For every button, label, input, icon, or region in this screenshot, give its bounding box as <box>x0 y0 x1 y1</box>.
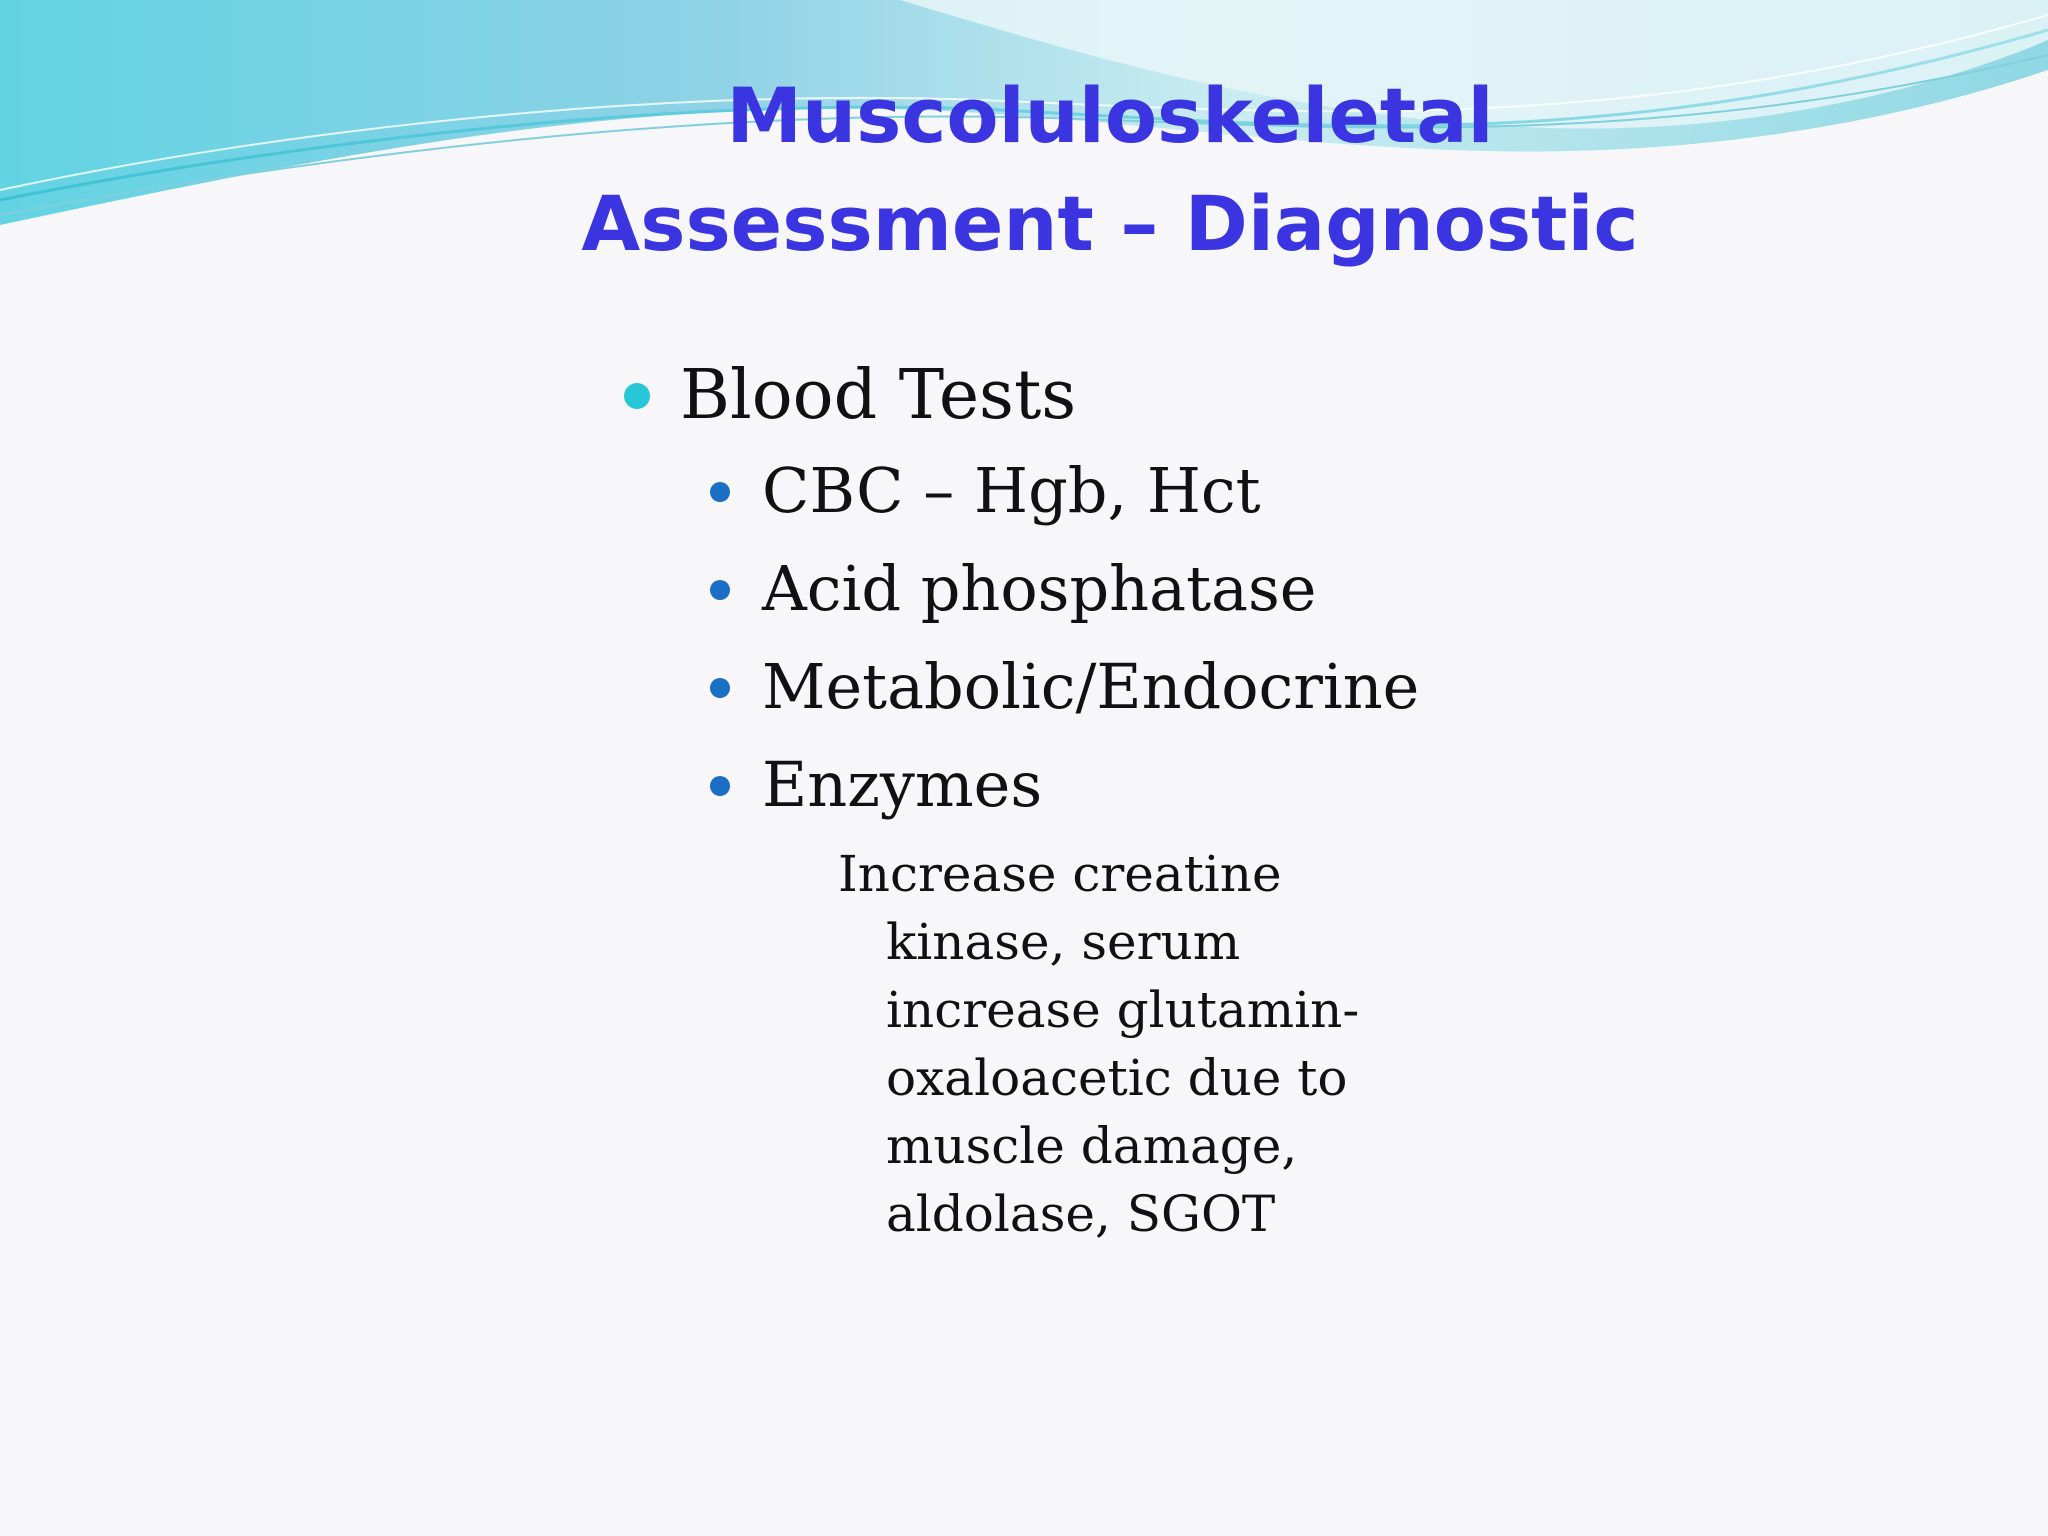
sub-bullet-label: Acid phosphatase <box>762 552 1317 625</box>
bullet-dot-icon <box>710 482 730 502</box>
bullet-dot-icon <box>710 580 730 600</box>
bullet-label: Blood Tests <box>680 356 1077 435</box>
slide-title <box>540 62 1680 278</box>
sub-bullet-enzymes <box>620 736 1720 834</box>
slide-body <box>620 350 1720 1248</box>
bullet-dot-icon <box>624 383 650 409</box>
bullet-blood-tests <box>620 350 1720 442</box>
sub-bullet-cbc <box>620 442 1720 540</box>
sub-bullet-metabolic-endocrine <box>620 638 1720 736</box>
title-line-1: Muscoluloskeletal <box>726 71 1494 160</box>
sub-bullet-label: CBC – Hgb, Hct <box>762 454 1261 527</box>
title-line-2: Assessment – Diagnostic <box>581 179 1639 268</box>
bullet-dot-icon <box>710 776 730 796</box>
bullet-dot-icon <box>710 678 730 698</box>
sub-bullet-label: Enzymes <box>762 748 1043 821</box>
enzymes-detail-text: Increase creatine kinase, serum increase glutamin-oxaloacetic due to muscle damage, aldolase, SGOT <box>838 845 1360 1243</box>
sub-bullet-acid-phosphatase <box>620 540 1720 638</box>
sub-bullet-label: Metabolic/Endocrine <box>762 650 1420 723</box>
